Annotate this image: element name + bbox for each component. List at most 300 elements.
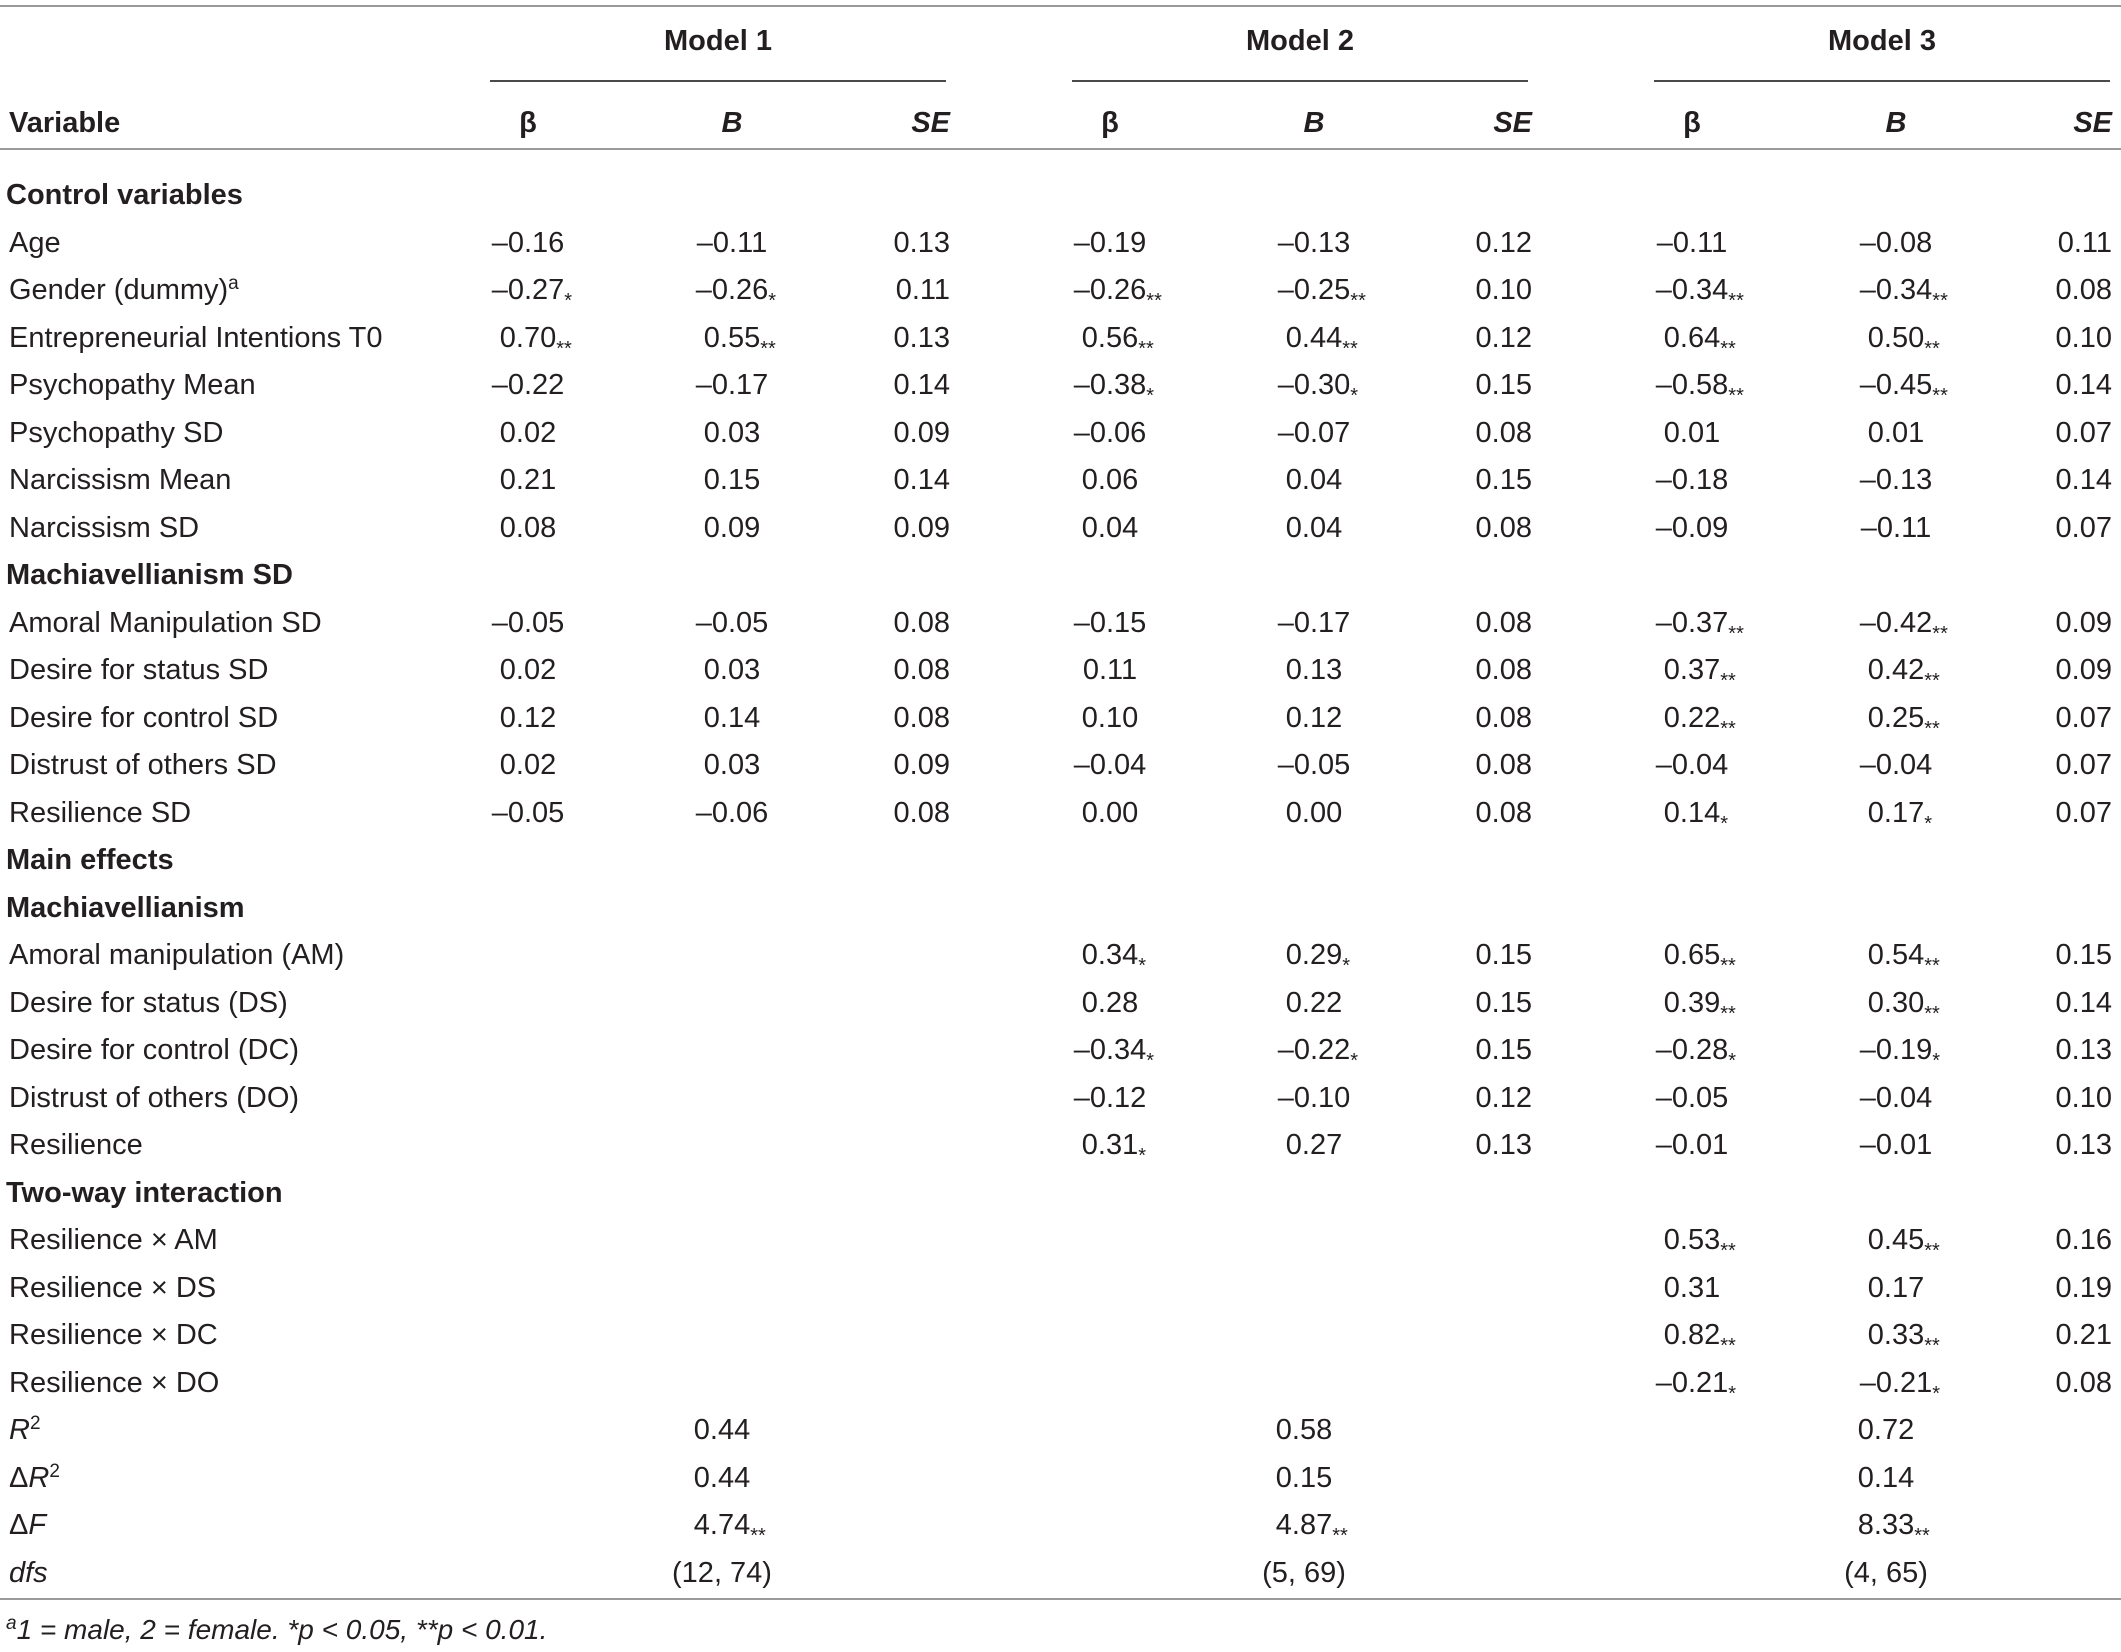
b-cell: –0.22 *: [1277, 1034, 1359, 1072]
cell-value: –0.05: [491, 796, 565, 829]
se-cell: 0.13: [2055, 1034, 2112, 1066]
statistic-name: dfs: [9, 1556, 48, 1589]
b-cell: 0.54 **: [1867, 939, 1940, 977]
se-cell: 0.13: [1475, 1129, 1532, 1161]
beta-cell: –0.27 *: [491, 274, 573, 312]
cell-value: 0.82: [1663, 1319, 1721, 1351]
summary-label: [9, 1511, 46, 1540]
row-label: Resilience × DC: [9, 1319, 218, 1351]
b-cell: [1286, 466, 1342, 495]
section-heading: Control variables: [6, 179, 243, 211]
table-footnote: [6, 1613, 548, 1645]
se-cell: 0.08: [2055, 274, 2112, 306]
b-cell: –0.25 **: [1277, 274, 1366, 312]
cell-value: 0.01: [1663, 416, 1721, 449]
b-cell: [704, 751, 760, 780]
summary-value: 8.33 **: [1857, 1509, 1930, 1547]
cell-value: (4, 65): [1844, 1556, 1928, 1589]
b-cell: 0.30 **: [1867, 986, 1940, 1025]
cell-value: 0.09: [703, 511, 761, 544]
b-cell: [1277, 1081, 1351, 1114]
beta-cell: 0.22 **: [1663, 701, 1736, 740]
beta-cell: 0.34 *: [1081, 939, 1147, 977]
b-cell: –0.30 *: [1277, 369, 1359, 407]
b-cell: 0.17 *: [1867, 796, 1933, 835]
beta-column-header: β: [519, 107, 537, 139]
summary-label: [9, 1460, 60, 1494]
cell-value: 4.74: [693, 1509, 751, 1541]
row-label: Desire for control (DC): [9, 1034, 300, 1066]
delta-symbol: Δ: [9, 1461, 29, 1494]
cell-value: –0.17: [1277, 606, 1351, 639]
beta-cell: [491, 226, 565, 259]
se-cell: 0.07: [2055, 511, 2112, 544]
b-cell: 0.50 **: [1867, 321, 1940, 360]
se-cell: 0.08: [1475, 511, 1532, 544]
cell-value: –0.37: [1655, 606, 1729, 639]
table-header-rule: [0, 148, 2121, 150]
se-cell: 0.08: [893, 654, 950, 686]
cell-value: –0.06: [695, 796, 769, 829]
cell-value: –0.27: [491, 274, 565, 306]
cell-value: –0.58: [1655, 369, 1729, 401]
cell-value: 0.12: [499, 701, 557, 734]
se-cell: 0.15: [1475, 464, 1532, 496]
summary-value: [1857, 1461, 1915, 1494]
row-label: Resilience SD: [9, 796, 192, 829]
se-column-header: SE: [911, 107, 950, 139]
footnote-marker: a: [228, 273, 239, 294]
beta-column-header: β: [1683, 107, 1701, 139]
beta-cell: [1663, 416, 1721, 449]
model-2-header: Model 2: [1246, 25, 1354, 57]
beta-cell: [1083, 656, 1137, 685]
b-cell: [1285, 511, 1343, 544]
b-cell: [1867, 1271, 1925, 1304]
cell-value: 0.02: [499, 416, 557, 449]
b-cell: [1277, 226, 1351, 259]
summary-value: [693, 1461, 751, 1494]
cell-value: 0.53: [1663, 1224, 1721, 1256]
se-column-header: SE: [1493, 107, 1532, 139]
beta-cell: [1082, 466, 1138, 495]
cell-value: –0.11: [1860, 511, 1932, 544]
beta-cell: –0.21 *: [1655, 1366, 1737, 1405]
cell-value: –0.01: [1859, 1129, 1933, 1161]
cell-value: 0.06: [1081, 464, 1139, 496]
b-cell: [1286, 656, 1342, 685]
cell-value: –0.15: [1073, 606, 1147, 639]
beta-cell: [1081, 796, 1139, 829]
beta-cell: [500, 751, 556, 780]
cell-value: –0.04: [1859, 1081, 1933, 1114]
beta-column-header: β: [1101, 107, 1119, 139]
beta-cell: [1655, 1081, 1729, 1114]
cell-value: 0.25: [1867, 701, 1925, 734]
b-cell: [1860, 466, 1933, 495]
cell-value: 0.42: [1867, 654, 1925, 686]
beta-cell: [1081, 701, 1139, 734]
se-cell: 0.08: [1475, 654, 1532, 686]
cell-value: 0.31: [1081, 1129, 1139, 1161]
cell-value: 0.02: [499, 654, 557, 686]
cell-value: –0.34: [1073, 1034, 1147, 1066]
row-label: Resilience: [9, 1129, 143, 1161]
se-cell: 0.10: [1475, 274, 1532, 306]
cell-value: 0.13: [1285, 654, 1343, 686]
se-cell: 0.15: [1475, 986, 1532, 1019]
b-cell: [695, 606, 769, 639]
se-cell: 0.16: [2055, 1224, 2112, 1256]
cell-value: –0.06: [1073, 416, 1147, 449]
se-cell: 0.15: [1475, 939, 1532, 971]
beta-cell: [500, 466, 556, 495]
beta-cell: [1656, 466, 1729, 495]
cell-value: 0.65: [1663, 939, 1721, 971]
cell-value: 0.14: [703, 701, 761, 734]
beta-cell: [491, 606, 565, 639]
table-top-rule: [0, 5, 2121, 7]
beta-cell: [1663, 1271, 1721, 1304]
beta-cell: 0.56 **: [1081, 321, 1154, 360]
b-cell: –0.21 *: [1859, 1366, 1941, 1405]
b-cell: [1860, 1131, 1933, 1160]
se-cell: 0.12: [1475, 321, 1532, 354]
model-3-spanner-rule: [1654, 80, 2110, 82]
delta-symbol: Δ: [9, 1509, 29, 1541]
beta-cell: 0.65 **: [1663, 939, 1736, 977]
b-cell: [1285, 796, 1343, 829]
beta-cell: [1081, 511, 1139, 544]
row-label: Distrust of others (DO): [9, 1081, 300, 1114]
cell-value: 0.00: [1081, 796, 1139, 829]
cell-value: –0.10: [1277, 1081, 1351, 1114]
beta-cell: [1074, 751, 1147, 780]
b-cell: [1277, 416, 1351, 449]
cell-value: –0.30: [1277, 369, 1351, 401]
se-cell: 0.11: [2057, 226, 2112, 259]
summary-value: [1844, 1556, 1928, 1589]
cell-value: 0.00: [1285, 796, 1343, 829]
cell-value: 0.08: [499, 511, 557, 544]
cell-value: –0.12: [1073, 1081, 1147, 1114]
row-label: Amoral manipulation (AM): [9, 939, 345, 971]
beta-cell: [1073, 226, 1147, 259]
b-cell: [1860, 511, 1932, 544]
cell-value: 0.33: [1867, 1319, 1925, 1351]
se-cell: 0.14: [2055, 986, 2112, 1019]
cell-value: 0.50: [1867, 321, 1925, 354]
row-label: Desire for status SD: [9, 654, 269, 686]
statistic-name: R: [28, 1461, 50, 1494]
se-cell: 0.13: [2055, 1129, 2112, 1161]
se-cell: 0.14: [2055, 369, 2112, 401]
cell-value: –0.05: [695, 606, 769, 639]
cell-value: 0.30: [1867, 986, 1925, 1019]
cell-value: 0.04: [1285, 464, 1343, 496]
row-label: Psychopathy Mean: [9, 369, 256, 401]
cell-value: –0.38: [1073, 369, 1147, 401]
beta-cell: [500, 656, 556, 685]
b-cell: [696, 226, 768, 259]
statistic-name: R: [9, 1414, 30, 1446]
se-cell: 0.07: [2055, 701, 2112, 734]
se-cell: 0.08: [1475, 701, 1532, 734]
cell-value: 0.11: [1082, 654, 1138, 686]
cell-value: 8.33: [1857, 1509, 1915, 1541]
se-cell: 0.09: [893, 749, 950, 781]
se-cell: 0.12: [1475, 1081, 1532, 1114]
cell-value: –0.13: [1859, 464, 1933, 496]
cell-value: –0.16: [491, 226, 565, 259]
b-column-header: B: [1885, 107, 1907, 139]
se-cell: 0.09: [2055, 654, 2112, 686]
cell-value: –0.13: [1277, 226, 1351, 259]
statistic-name: F: [28, 1509, 47, 1541]
variable-column-header: Variable: [9, 107, 121, 139]
cell-value: –0.04: [1655, 749, 1729, 781]
summary-value: 4.87 **: [1275, 1509, 1348, 1547]
cell-value: –0.11: [1656, 226, 1728, 259]
b-cell: [1859, 1081, 1933, 1114]
b-cell: [696, 371, 769, 400]
cell-value: 4.87: [1275, 1509, 1333, 1541]
se-cell: 0.07: [2055, 796, 2112, 829]
se-cell: 0.09: [893, 416, 950, 449]
cell-value: 0.22: [1663, 701, 1721, 734]
beta-cell: [499, 701, 557, 734]
beta-cell: 0.53 **: [1663, 1224, 1736, 1262]
summary-value: [672, 1556, 772, 1589]
cell-value: –0.19: [1073, 226, 1147, 259]
row-label: Gender (dummy)$^a$: [9, 273, 239, 306]
cell-value: –0.26: [1073, 274, 1147, 306]
cell-value: 0.37: [1663, 654, 1721, 686]
beta-cell: [491, 796, 565, 829]
cell-value: –0.18: [1655, 464, 1729, 496]
b-cell: [1277, 606, 1351, 639]
beta-cell: [1073, 416, 1147, 449]
se-cell: 0.14: [893, 464, 950, 496]
cell-value: 0.29: [1285, 939, 1343, 971]
cell-value: –0.45: [1859, 369, 1933, 401]
cell-value: –0.05: [1655, 1081, 1729, 1114]
se-cell: 0.08: [1475, 606, 1532, 639]
cell-value: 0.15: [703, 464, 761, 496]
cell-value: 0.14: [1857, 1461, 1915, 1494]
beta-cell: –0.34 **: [1655, 274, 1744, 312]
cell-value: 0.04: [1081, 511, 1139, 544]
beta-cell: [492, 371, 565, 400]
beta-cell: [1656, 226, 1728, 259]
cell-value: 0.17: [1867, 1271, 1925, 1304]
b-column-header: B: [1303, 107, 1325, 139]
se-cell: 0.08: [1475, 749, 1532, 781]
beta-cell: 0.39 **: [1663, 986, 1736, 1025]
cell-value: 0.04: [1285, 511, 1343, 544]
section-heading: Machiavellianism SD: [6, 559, 293, 591]
b-cell: 0.42 **: [1867, 654, 1940, 692]
beta-cell: [1073, 606, 1147, 639]
cell-value: –0.34: [1655, 274, 1729, 306]
se-cell: 0.09: [893, 511, 950, 544]
summary-value: [1858, 1416, 1914, 1445]
cell-value: 0.44: [693, 1414, 751, 1446]
cell-value: 0.55: [703, 321, 761, 354]
b-cell: [1286, 1131, 1342, 1160]
cell-value: –0.42: [1859, 606, 1933, 639]
beta-cell: [1655, 511, 1729, 544]
cell-value: –0.09: [1655, 511, 1729, 544]
se-cell: 0.10: [2055, 321, 2112, 354]
section-heading: Machiavellianism: [6, 891, 245, 924]
beta-cell: [1656, 751, 1729, 780]
b-cell: 0.29 *: [1285, 939, 1351, 977]
se-cell: 0.08: [893, 606, 950, 639]
b-cell: 0.55 **: [703, 321, 776, 360]
summary-value: [1262, 1556, 1346, 1589]
cell-value: –0.07: [1277, 416, 1351, 449]
b-cell: [1285, 986, 1343, 1019]
cell-value: 0.39: [1663, 986, 1721, 1019]
b-cell: [695, 796, 769, 829]
cell-value: 0.14: [1663, 796, 1721, 829]
b-cell: 0.44 **: [1285, 321, 1358, 360]
cell-value: 0.02: [499, 749, 557, 781]
se-cell: 0.07: [2055, 416, 2112, 449]
cell-value: 0.56: [1081, 321, 1139, 354]
summary-value: [1276, 1416, 1332, 1445]
b-cell: [1860, 751, 1933, 780]
cell-value: 0.58: [1275, 1414, 1333, 1446]
cell-value: (5, 69): [1262, 1556, 1346, 1589]
row-label: Desire for status (DS): [9, 986, 288, 1019]
se-cell: 0.19: [2055, 1271, 2112, 1304]
cell-value: 0.03: [703, 654, 761, 686]
section-heading: Two-way interaction: [6, 1176, 283, 1209]
cell-value: –0.28: [1655, 1034, 1729, 1066]
beta-cell: [499, 511, 557, 544]
b-cell: [703, 511, 761, 544]
se-cell: 0.21: [2055, 1319, 2112, 1351]
se-cell: 0.14: [893, 369, 950, 401]
cell-value: –0.22: [491, 369, 565, 401]
row-label: Amoral Manipulation SD: [9, 606, 322, 639]
row-label: Resilience × DO: [9, 1366, 220, 1399]
beta-cell: [1081, 986, 1139, 1019]
cell-value: 0.17: [1867, 796, 1925, 829]
se-cell: 0.08: [1475, 416, 1532, 449]
model-1-header: Model 1: [664, 25, 772, 57]
b-cell: [703, 701, 761, 734]
beta-cell: [1073, 1081, 1147, 1114]
se-cell: 0.13: [893, 321, 950, 354]
cell-value: 0.01: [1867, 416, 1925, 449]
b-cell: –0.26 *: [695, 274, 777, 312]
beta-cell: 0.70 **: [499, 321, 572, 360]
b-cell: –0.45 **: [1859, 369, 1948, 407]
cell-value: 0.03: [703, 416, 761, 449]
footnote-marker: a: [6, 1613, 17, 1634]
cell-value: 0.28: [1081, 986, 1139, 1019]
cell-value: –0.05: [1277, 749, 1351, 781]
beta-cell: –0.26 **: [1073, 274, 1162, 312]
se-cell: 0.12: [1475, 226, 1532, 259]
cell-value: –0.08: [1859, 226, 1933, 259]
cell-value: –0.25: [1277, 274, 1351, 306]
cell-value: –0.04: [1073, 749, 1147, 781]
beta-cell: –0.37 **: [1655, 606, 1744, 645]
se-cell: 0.14: [2055, 464, 2112, 496]
beta-cell: [499, 416, 557, 449]
beta-cell: –0.58 **: [1655, 369, 1744, 407]
b-cell: 0.25 **: [1867, 701, 1940, 740]
b-cell: [1859, 226, 1933, 259]
cell-value: 0.10: [1081, 701, 1139, 734]
se-cell: 0.10: [2055, 1081, 2112, 1114]
cell-value: (12, 74): [672, 1556, 772, 1589]
row-label: Narcissism Mean: [9, 464, 232, 496]
cell-value: –0.26: [695, 274, 769, 306]
model-3-header: Model 3: [1828, 25, 1936, 57]
cell-value: 0.72: [1857, 1414, 1915, 1446]
b-cell: [703, 416, 761, 449]
beta-cell: 0.64 **: [1663, 321, 1736, 360]
exponent: 2: [49, 1460, 60, 1482]
b-cell: –0.42 **: [1859, 606, 1948, 645]
cell-value: 0.31: [1663, 1271, 1721, 1304]
row-label: Distrust of others SD: [9, 749, 277, 781]
beta-cell: 0.82 **: [1663, 1319, 1736, 1357]
row-label: Psychopathy SD: [9, 416, 224, 449]
cell-value: –0.19: [1859, 1034, 1933, 1066]
se-cell: 0.15: [2055, 939, 2112, 971]
b-cell: [1278, 751, 1351, 780]
cell-value: 0.64: [1663, 321, 1721, 354]
b-cell: [1867, 416, 1925, 449]
cell-value: 0.54: [1867, 939, 1925, 971]
model-1-spanner-rule: [490, 80, 946, 82]
cell-value: 0.44: [1285, 321, 1343, 354]
beta-cell: –0.34 *: [1073, 1034, 1155, 1072]
cell-value: 0.27: [1285, 1129, 1343, 1161]
cell-value: –0.05: [491, 606, 565, 639]
b-cell: –0.19 *: [1859, 1034, 1941, 1072]
b-cell: –0.34 **: [1859, 274, 1948, 312]
se-cell: 0.07: [2055, 749, 2112, 781]
footnote-text: 1 = male, 2 = female. *p < 0.05, **p < 0.01.: [16, 1614, 548, 1645]
se-cell: 0.09: [2055, 606, 2112, 639]
se-cell: 0.08: [2055, 1366, 2112, 1399]
se-cell: 0.08: [893, 701, 950, 734]
b-cell: [704, 656, 760, 685]
summary-label: [9, 1413, 41, 1446]
row-label: Entrepreneurial Intentions T0: [9, 321, 383, 354]
cell-value: –0.21: [1655, 1366, 1729, 1399]
b-cell: 0.33 **: [1867, 1319, 1940, 1357]
beta-cell: –0.28 *: [1655, 1034, 1737, 1072]
cell-value: 0.45: [1867, 1224, 1925, 1256]
cell-value: –0.11: [696, 226, 768, 259]
se-cell: 0.15: [1475, 369, 1532, 401]
se-cell: 0.08: [1475, 796, 1532, 829]
row-label: Resilience × AM: [9, 1224, 218, 1256]
summary-value: 4.74 **: [693, 1509, 766, 1547]
cell-value: –0.21: [1859, 1366, 1933, 1399]
model-2-spanner-rule: [1072, 80, 1528, 82]
cell-value: –0.17: [695, 369, 769, 401]
beta-cell: 0.31 *: [1081, 1129, 1147, 1167]
